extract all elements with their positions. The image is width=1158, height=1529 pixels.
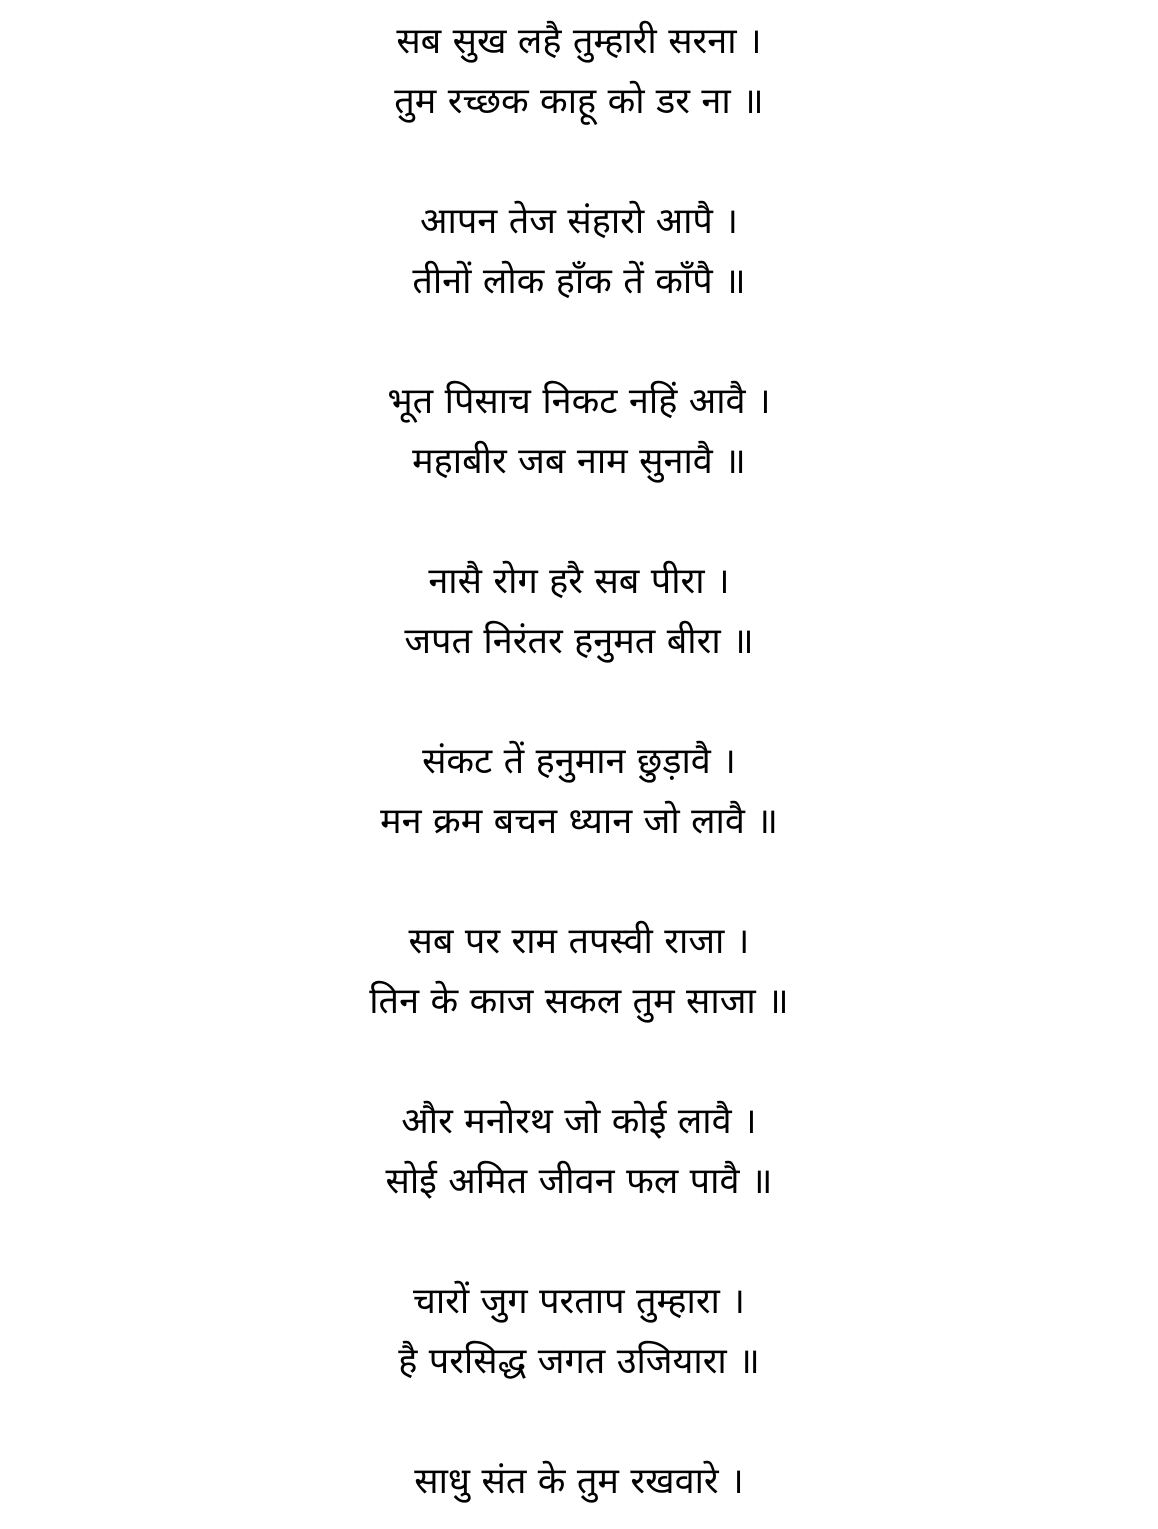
verse-line: भूत पिसाच निकट नहिं आवै । xyxy=(387,381,771,422)
verse-5 xyxy=(0,732,1158,852)
verse-4 xyxy=(0,552,1158,672)
verse-line: और मनोरथ जो कोई लावै । xyxy=(401,1101,757,1142)
verse-9 xyxy=(0,1452,1158,1512)
verse-line: आपन तेज संहारो आपै । xyxy=(420,201,738,242)
verse-1 xyxy=(0,12,1158,132)
verse-8 xyxy=(0,1272,1158,1392)
verse-line: साधु संत के तुम रखवारे । xyxy=(414,1461,744,1502)
verse-line: सोई अमित जीवन फल पावै ॥ xyxy=(385,1161,773,1202)
verse-3 xyxy=(0,372,1158,492)
verse-line: मन क्रम बचन ध्यान जो लावै ॥ xyxy=(380,801,778,842)
verse-line: तीनों लोक हाँक तें काँपै ॥ xyxy=(412,261,746,302)
verse-line: सब पर राम तपस्वी राजा । xyxy=(408,921,750,962)
verse-line: नासै रोग हरै सब पीरा । xyxy=(428,561,730,602)
verse-line: महाबीर जब नाम सुनावै ॥ xyxy=(412,441,746,482)
verse-line: है परसिद्ध जगत उजियारा ॥ xyxy=(398,1341,760,1382)
verse-2 xyxy=(0,192,1158,312)
verse-line: संकट तें हनुमान छुड़ावै । xyxy=(422,741,736,782)
verse-line: तिन के काज सकल तुम साजा ॥ xyxy=(369,981,789,1022)
verse-6 xyxy=(0,912,1158,1032)
verse-line: चारों जुग परताप तुम्हारा । xyxy=(413,1281,745,1322)
verse-line: सब सुख लहै तुम्हारी सरना । xyxy=(396,21,762,62)
verse-line: तुम रच्छक काहू को डर ना ॥ xyxy=(394,81,764,122)
verse-7 xyxy=(0,1092,1158,1212)
verse-line: जपत निरंतर हनुमत बीरा ॥ xyxy=(404,621,754,662)
